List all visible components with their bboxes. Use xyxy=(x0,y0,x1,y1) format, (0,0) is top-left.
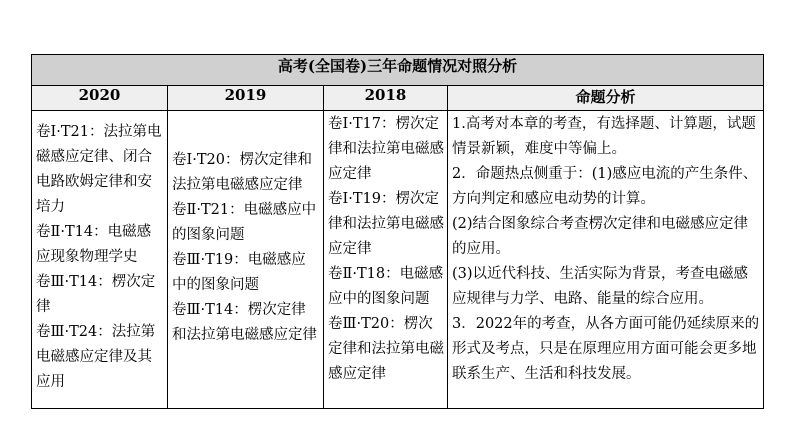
item-2018-3: 卷Ⅱ·T18：电磁感应中的图象问题 xyxy=(328,266,444,307)
item-2020-2: 卷Ⅱ·T14：电磁感应现象物理学史 xyxy=(36,224,152,265)
exam-analysis-table xyxy=(31,54,764,409)
item-2018-4: 卷Ⅲ·T20：楞次定律和法拉第电磁感应定律 xyxy=(328,316,444,382)
analysis-4: (3)以近代科技、生活实际为背景，考查电磁感应规律与力学、电路、能量的综合应用。 xyxy=(452,266,749,307)
item-2020-1: 卷Ⅰ·T21：法拉第电磁感应定律、闭合电路欧姆定律和安培力 xyxy=(36,124,162,215)
item-2019-3: 卷Ⅲ·T19：电磁感应中的图象问题 xyxy=(172,252,306,293)
item-2019-4: 卷Ⅲ·T14：楞次定律和法拉第电磁感应定律 xyxy=(172,302,317,343)
item-2019-2: 卷Ⅱ·T21：电磁感应中的图象问题 xyxy=(172,202,317,243)
analysis-1: 1.高考对本章的考查，有选择题、计算题，试题情景新颖，难度中等偏上。 xyxy=(452,116,756,157)
table-title-row xyxy=(32,55,764,86)
item-2020-3: 卷Ⅲ·T14：楞次定律 xyxy=(36,274,156,315)
analysis-3: (2)结合图象综合考查楞次定律和电磁感应定律的应用。 xyxy=(452,216,749,257)
analysis-2: 2．命题热点侧重于：(1)感应电流的产生条件、方向判定和感应电动势的计算。 xyxy=(452,166,758,207)
table-title: 高考(全国卷)三年命题情况对照分析 xyxy=(32,55,764,86)
item-2019-1: 卷Ⅰ·T20：楞次定律和法拉第电磁感应定律 xyxy=(172,152,312,193)
cell-analysis xyxy=(448,111,764,409)
analysis-5: 3．2022年的考查，从各方面可能仍延续原来的形式及考点，只是在原理应用方面可能会更多地联系生产、生活和科技发展。 xyxy=(452,316,760,382)
table-body-row xyxy=(32,111,764,409)
cell-2018 xyxy=(324,111,448,409)
item-2018-1: 卷Ⅰ·T17：楞次定律和法拉第电磁感应定律 xyxy=(328,116,444,182)
table-header-row xyxy=(32,86,764,111)
item-2018-2: 卷Ⅰ·T19：楞次定律和法拉第电磁感应定律 xyxy=(328,191,444,257)
cell-2020 xyxy=(32,111,168,409)
header-2019: 2019 xyxy=(168,86,324,111)
item-2020-4: 卷Ⅲ·T24：法拉第电磁感应定律及其应用 xyxy=(36,324,156,390)
header-2020: 2020 xyxy=(32,86,168,111)
cell-2019 xyxy=(168,111,324,409)
header-2018: 2018 xyxy=(324,86,448,111)
header-analysis: 命题分析 xyxy=(448,86,764,111)
